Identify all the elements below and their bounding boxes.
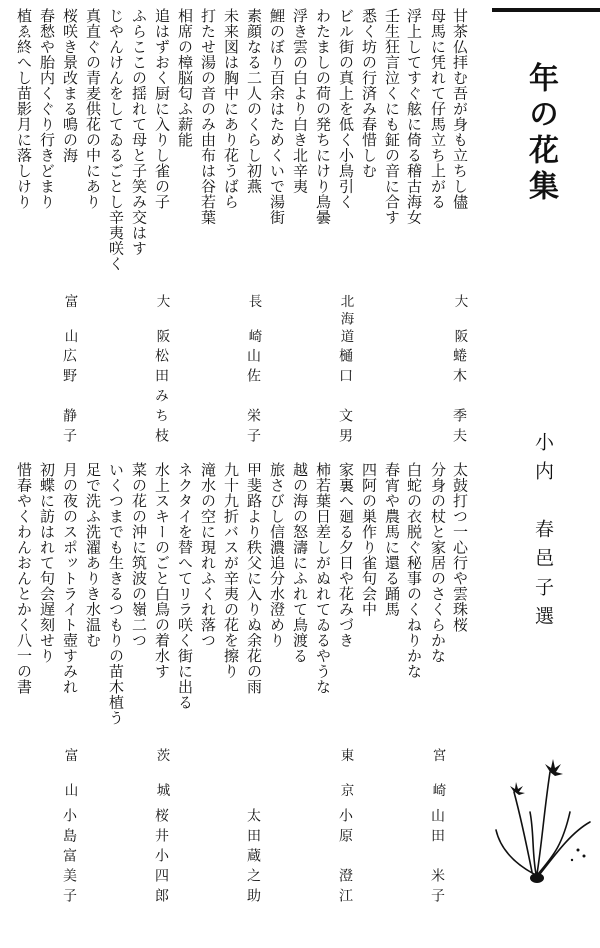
poem-lower-10: 甲斐路より秩父に入りぬ余花の雨	[245, 462, 263, 695]
author-name: 樋口 文男	[337, 348, 353, 448]
header-rule	[492, 8, 600, 12]
poem-lower-9: 旅さびし信濃追分水澄めり	[268, 462, 286, 648]
poem-lower-13: ネクタイを替へてリラ咲く街に出る	[176, 462, 194, 710]
poem-lower-4: 春宵や農馬に還る踊馬	[383, 462, 401, 617]
poem-upper-19: 春愁や胎内くぐり行きどまり	[38, 8, 56, 210]
poem-upper-7: わたましの荷の発ちにけり鳥曇	[314, 8, 332, 225]
poem-lower-11: 九十九折バスが辛夷の花を擦り	[222, 462, 240, 679]
author-address: 茨 城	[153, 748, 170, 801]
poem-lower-3: 白蛇の衣脱ぐ秘事のくねりかな	[405, 462, 423, 679]
poem-upper-11: 未来図は胸中にあり花うばら	[222, 8, 240, 210]
poem-upper-10: 素顔なる二人のくらし初燕	[245, 8, 263, 194]
author-name: 山田 米子	[429, 808, 445, 908]
author-name: 蜷木 季夫	[451, 348, 467, 448]
poem-lower-8: 越の海の怒濤にふれて鳥渡る	[291, 462, 309, 664]
author-name: 広野 静子	[61, 348, 77, 448]
poem-upper-2: 母馬に凭れて仔馬立ち上がる	[429, 8, 447, 210]
poem-upper-8: 浮き雲の白より白き北辛夷	[291, 8, 309, 194]
author-address: 大 阪	[451, 294, 468, 347]
author-address: 長 崎	[245, 294, 262, 347]
author-name: 小原 澄江	[337, 808, 353, 908]
author-address: 富 山	[61, 294, 78, 347]
poem-lower-1: 太鼓打つ一心行や雲珠桜	[451, 462, 469, 633]
poem-upper-9: 鯉のぼり百余はためくいで湯街	[268, 8, 286, 225]
poem-lower-2: 分身の杖と家居のさくらかな	[429, 462, 447, 664]
author-address: 北海道	[337, 294, 354, 347]
poem-lower-16: いくつまでも生きるつもりの苗木植う	[107, 462, 125, 726]
author-name: 小島富美子	[61, 808, 77, 908]
author-name: 桜井小四郎	[153, 808, 169, 908]
poem-upper-14: 追はずおく厨に入りし雀の子	[153, 8, 171, 210]
poem-upper-3: 浮上してすぐ舷に倚る稽古海女	[405, 8, 423, 225]
author-name: 太田蔵之助	[245, 808, 261, 908]
author-address: 富 山	[61, 748, 78, 801]
poem-upper-13: 相席の樟脳匂ふ薪能	[176, 8, 194, 148]
poem-lower-20: 惜春やくわんおんとかく八一の書	[15, 462, 33, 695]
poem-upper-5: 悉く坊の行済み春惜しむ	[360, 8, 378, 179]
poem-upper-1: 甘茶仏拝む吾が身も立ちし儘	[451, 8, 469, 210]
poem-lower-6: 家裏へ廻る夕日や花みづき	[337, 462, 355, 648]
poem-lower-17: 足で洗ふ洗濯ありき水温む	[84, 462, 102, 648]
poem-upper-16: じやんけんをしてゐるごとし辛夷咲く	[107, 8, 125, 272]
flower-illustration	[492, 752, 600, 892]
author-address: 大 阪	[153, 294, 170, 347]
poem-lower-5: 四阿の巣作り雀句会中	[360, 462, 378, 617]
selector-credit: 小内 春邑子選	[532, 432, 554, 635]
poem-upper-18: 桜咲き景改まる鳴の海	[61, 8, 79, 163]
poem-lower-12: 滝水の空に現れふくれ落つ	[199, 462, 217, 648]
poem-upper-4: 壬生狂言泣くにも鉦の音に合す	[383, 8, 401, 225]
poem-lower-14: 水上スキーのごと白鳥の着水す	[153, 462, 171, 679]
poem-lower-18: 月の夜のスポットライト壺すみれ	[61, 462, 79, 695]
author-name: 松田みち枝	[153, 348, 169, 448]
poem-upper-6: ビル街の真上を低く小鳥引く	[337, 8, 355, 210]
author-address: 宮 崎	[429, 748, 446, 801]
poem-upper-20: 植ゑ終へし苗影月に落しけり	[15, 8, 33, 210]
author-name: 山佐 栄子	[245, 348, 261, 448]
poem-upper-12: 打たせ湯の音のみ由布は谷若葉	[199, 8, 217, 225]
poem-upper-17: 真直ぐの青麦供花の中にあり	[84, 8, 102, 210]
poem-lower-7: 柿若葉日差しがぬれてゐるやうな	[314, 462, 332, 695]
poem-upper-15: ふらここの揺れて母と子笑み交はす	[130, 8, 148, 256]
poem-lower-15: 菜の花の沖に筑波の嶺二つ	[130, 462, 148, 648]
author-address: 東 京	[337, 748, 354, 801]
page-title: 年の花集	[523, 62, 558, 206]
poem-lower-19: 初蝶に訪はれて句会遅刻せり	[38, 462, 56, 664]
